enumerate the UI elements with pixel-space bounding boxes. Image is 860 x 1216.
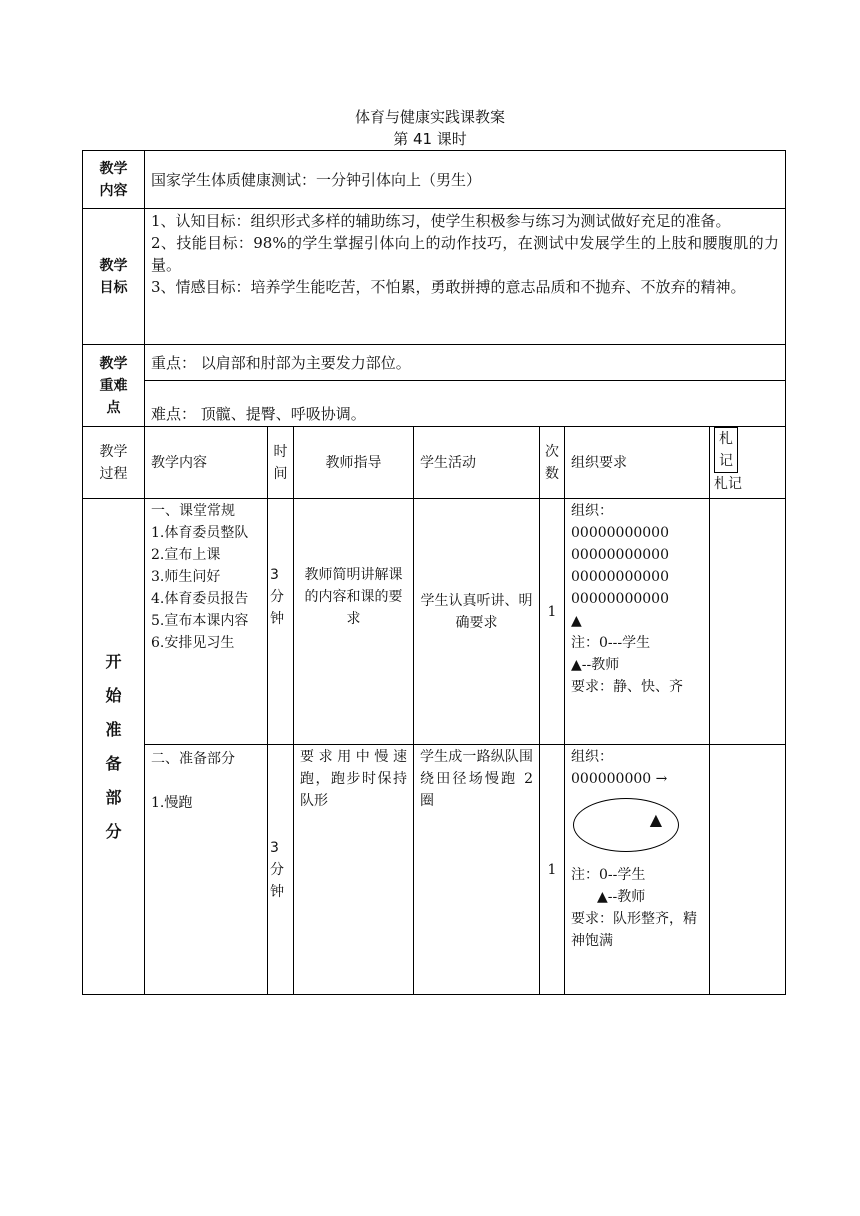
warmup-item: 1.慢跑 [151, 795, 193, 811]
section-char: 开 [105, 651, 122, 671]
teaching-content-label: 教学 内容 [83, 151, 145, 209]
content-line: 1.体育委员整队 [151, 525, 249, 541]
process-header-content: 教学内容 [145, 427, 268, 499]
process-header-time: 时 间 [268, 427, 294, 499]
routine-student: 学生认真听讲、明确要求 [414, 499, 540, 745]
section-start-prep [83, 499, 145, 995]
objective-emotional: 3、情感目标：培养学生能吃苦，不怕累，勇敢拼搏的意志品质和不抛弃、不放弃的精神。 [151, 278, 746, 296]
routine-organization [565, 499, 710, 745]
teaching-content-row [83, 151, 786, 209]
warmup-organization [565, 745, 710, 995]
teacher-triangle-icon: ▲ [649, 810, 662, 829]
section-char: 始 [105, 685, 122, 705]
lesson-plan-table [82, 150, 786, 995]
teacher-triangle-icon: ▲ [571, 613, 582, 629]
objective-skill: 2、技能目标：98%的学生掌握引体向上的动作技巧，在测试中发展学生的上肢和腰腹肌的力量。 [151, 234, 780, 274]
routine-content [145, 499, 268, 745]
requirement: 要求：队形整齐，精神饱满 [571, 911, 697, 949]
difficult-point-text: 难点： 顶髋、提臀、呼吸协调。 [145, 381, 786, 427]
teaching-content-text: 国家学生体质健康测试：一分钟引体向上（男生） [145, 151, 786, 209]
formation-row: 00000000000 [571, 591, 669, 607]
process-header-count: 次 数 [540, 427, 565, 499]
routine-count: 1 [540, 499, 565, 745]
process-header-student: 学生活动 [414, 427, 540, 499]
org-heading: 组织： [571, 503, 613, 519]
warmup-row [83, 745, 786, 995]
track-oval-icon [573, 798, 679, 852]
section-char: 准 [105, 719, 122, 739]
routine-row [83, 499, 786, 745]
routine-notes [710, 499, 786, 745]
content-line: 3.师生问好 [151, 569, 221, 585]
warmup-content [145, 745, 268, 995]
warmup-count: 1 [540, 745, 565, 995]
warmup-student: 学生成一路纵队围绕田径场慢跑 2 圈 [414, 745, 540, 995]
process-header-row [83, 427, 786, 499]
lesson-number: 第 41 课时 [393, 130, 467, 148]
warmup-notes [710, 745, 786, 995]
formation-row: 000000000 → [571, 771, 668, 787]
warmup-title: 二、准备部分 [151, 751, 235, 767]
formation-row: 00000000000 [571, 569, 669, 585]
content-line: 5.宣布本课内容 [151, 613, 249, 629]
teaching-objectives-text [145, 209, 786, 345]
content-line: 2.宣布上课 [151, 547, 221, 563]
org-heading: 组织： [571, 749, 613, 765]
note-teacher: ▲--教师 [571, 657, 620, 673]
note-student: 注：0--学生 [571, 867, 646, 883]
section-char: 分 [105, 821, 122, 841]
teaching-objectives-label: 教学 目标 [83, 209, 145, 345]
warmup-time: 3 分 钟 [268, 745, 294, 995]
content-line: 一、课堂常规 [151, 503, 235, 519]
notes-label: 札记 [714, 476, 742, 492]
process-header-stage: 教学 过程 [83, 427, 145, 499]
objective-cognitive: 1、认知目标：组织形式多样的辅助练习，使学生积极参与练习为测试做好充足的准备。 [151, 212, 731, 230]
page-title: 体育与健康实践课教案 [354, 108, 505, 126]
formation-row: 00000000000 [571, 525, 669, 541]
note-teacher: ▲--教师 [597, 889, 646, 905]
notes-boxed-label: 札 记 [714, 427, 738, 473]
section-char: 部 [105, 787, 122, 807]
note-student: 注：0---学生 [571, 635, 651, 651]
content-line: 6.安排见习生 [151, 635, 235, 651]
key-point-row [83, 345, 786, 381]
process-header-notes [710, 427, 786, 499]
process-header-teacher: 教师指导 [294, 427, 414, 499]
warmup-teacher: 要求用中慢速跑，跑步时保持队形 [294, 745, 414, 995]
routine-time: 3 分 钟 [268, 499, 294, 745]
teaching-objectives-row [83, 209, 786, 345]
requirement: 要求：静、快、齐 [571, 679, 683, 695]
formation-row: 00000000000 [571, 547, 669, 563]
difficult-point-row [83, 381, 786, 427]
content-line: 4.体育委员报告 [151, 591, 249, 607]
key-point-text: 重点： 以肩部和肘部为主要发力部位。 [145, 345, 786, 381]
section-char: 备 [105, 753, 122, 773]
key-difficult-label: 教学 重难 点 [83, 345, 145, 427]
routine-teacher: 教师简明讲解课的内容和课的要求 [294, 499, 414, 745]
process-header-organization: 组织要求 [565, 427, 710, 499]
